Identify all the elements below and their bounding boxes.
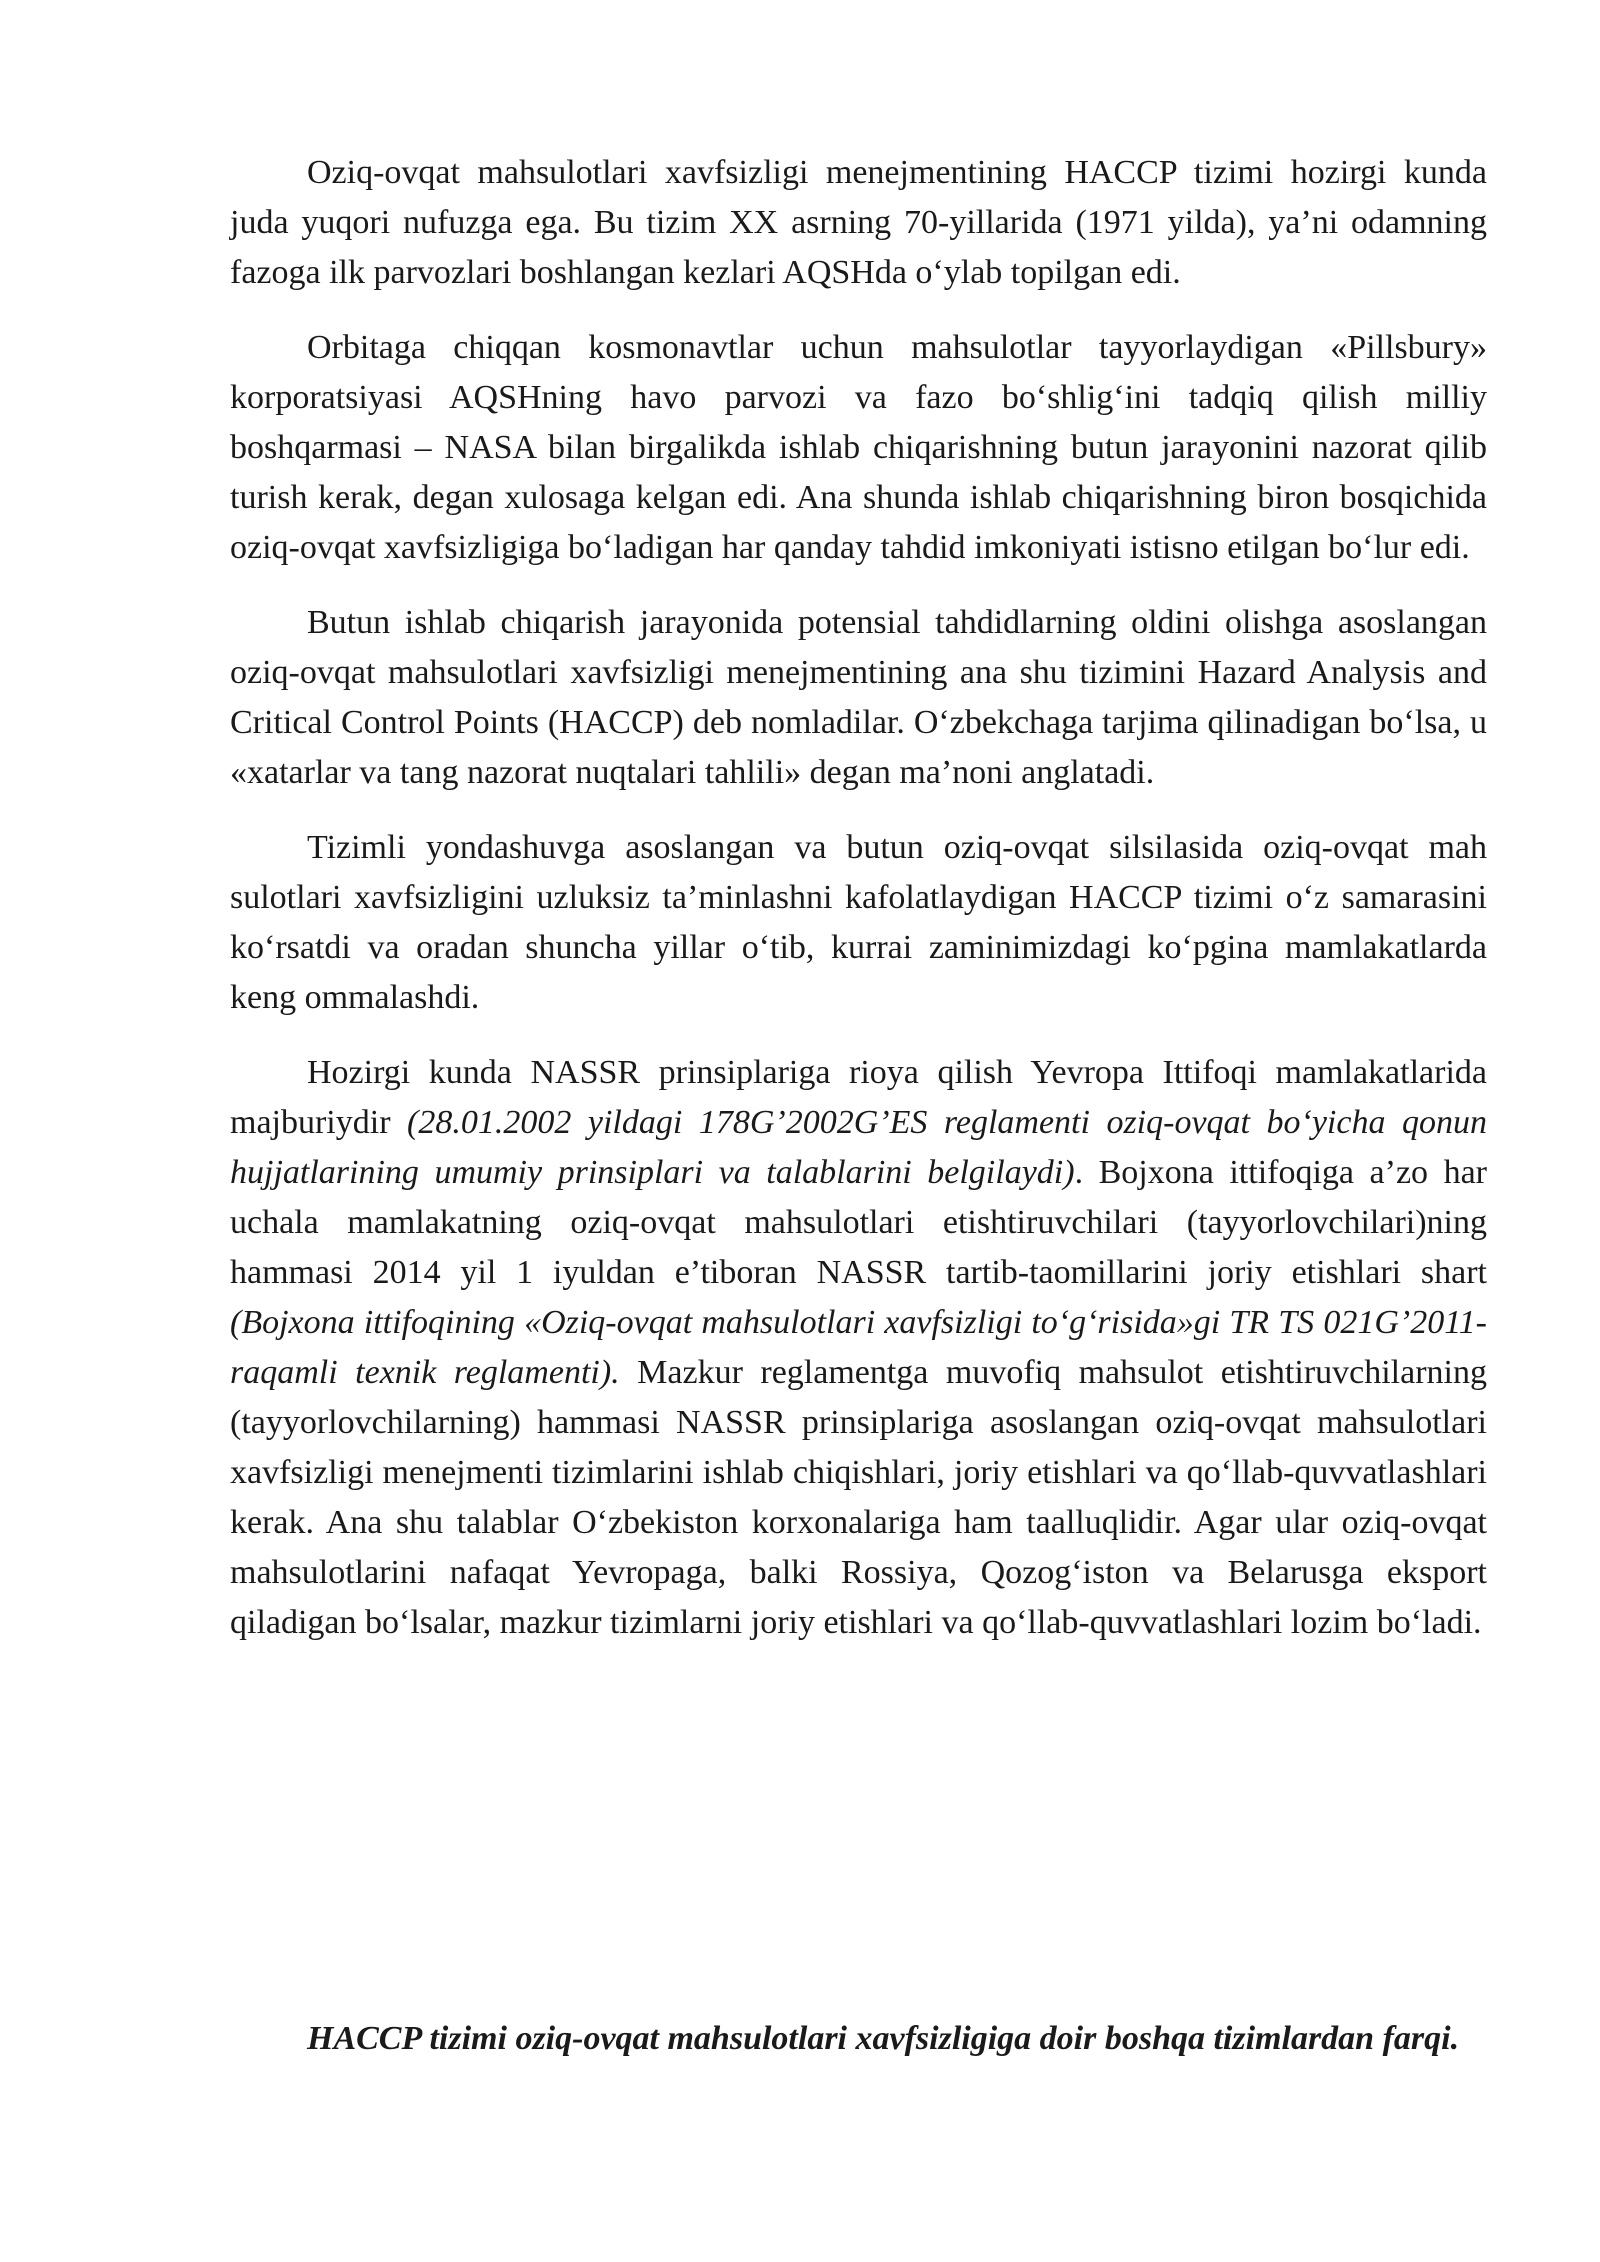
section-heading: HACCP tizimi oziq-ovqat mahsulotlari xavfsizligiga doir boshqa tizimlardan farqi. [307, 2020, 1460, 2057]
eu-regulation-citation: (28.01.2002 yildagi 178G’2002G’ES reglamenti oziq-ovqat bo‘yicha qonun hujjatlarining umumiy prinsiplari va talablarini belgilaydi) [230, 1104, 1487, 1191]
paragraph-haccp-definition: Butun ishlab chiqarish jarayonida potensial tahdidlarning oldini olishga asoslangan oziq-ovqat mahsulotlari xavfsizligi menejmentining ana shu tizimini Hazard Analysis and Critical Control Points (HACCP) deb nomladilar. O‘zbekchaga tarjima qilinadigan bo‘lsa, u «xatarlar va tang nazorat nuqtalari tahlili» degan ma’noni anglatadi. [230, 604, 1487, 791]
paragraph-text-segment: Mazkur reglamentga muvofiq mahsulot etishtiruvchilarning (tayyorlovchilarning) hammasi NASSR prinsiplariga asoslangan oziq-ovqat mahsulotlari xavfsizligi menejmenti tizimlarini ishlab chiqishlari, joriy etishlari va qo‘llab-quvvatlashlari kerak. Ana shu talablar O‘zbekiston korxonalariga ham taalluqlidir. Agar ular oziq-ovqat mahsulotlarini nafaqat Yevropaga, balki Rossiya, Qozog‘iston va Belarusga eksport qiladigan bo‘lsalar, mazkur tizimlarni joriy etishlari va qo‘llab-quvvatlashlari lozim bo‘ladi. [230, 1354, 1487, 1641]
body-text [230, 148, 1487, 1648]
paragraph-haccp-spread: Tizimli yondashuvga asoslangan va butun oziq-ovqat silsilasida oziq-ovqat mah sulotlari xavfsizligini uzluksiz ta’minlashni kafolatlaydigan HACCP tizimi o‘z samarasini ko‘rsatdi va oradan shuncha yillar o‘tib, kurrai zaminimizdagi ko‘pgina mamlakatlarda keng ommalashdi. [230, 829, 1487, 1016]
paragraph-haccp-intro: Oziq-ovqat mahsulotlari xavfsizligi menejmentining HACCP tizimi hozirgi kunda juda yuqori nufuzga ega. Bu tizim XX asrning 70-yillarida (1971 yilda), ya’ni odamning fazoga ilk parvozlari boshlangan kezlari AQSHda o‘ylab topilgan edi. [230, 154, 1487, 291]
customs-union-regulation-citation: (Bojxona ittifoqining «Oziq-ovqat mahsulotlari xavfsizligi to‘g‘risida»gi TR TS 021G’2011-raqamli texnik reglamenti). [230, 1304, 1487, 1391]
paragraph-text-segment: Hozirgi kunda NASSR prinsiplariga rioya qilish Yevropa Ittifoqi mamlakatlarida majburiydir [230, 1054, 1487, 1141]
paragraph-nassr-requirements [230, 1048, 1487, 1648]
paragraph-text-segment: . Bojxona ittifoqiga a’zo har uchala mamlakatning oziq-ovqat mahsulotlari etishtiruvchilari (tayyorlovchilari)ning hammasi 2014 yil 1 iyuldan e’tiboran NASSR tartib-taomillarini joriy etishlari shart [230, 1154, 1487, 1291]
paragraph-pillsbury-nasa: Orbitaga chiqqan kosmonavtlar uchun mahsulotlar tayyorlaydigan «Pillsbury» korporatsiyasi AQSHning havo parvozi va fazo bo‘shlig‘ini tadqiq qilish milliy boshqarmasi – NASA bilan birgalikda ishlab chiqarishning butun jarayonini nazorat qilib turish kerak, degan xulosaga kelgan edi. Ana shunda ishlab chiqarishning biron bosqichida oziq-ovqat xavfsizligiga bo‘ladigan har qanday tahdid imkoniyati istisno etilgan bo‘lur edi. [230, 329, 1487, 566]
